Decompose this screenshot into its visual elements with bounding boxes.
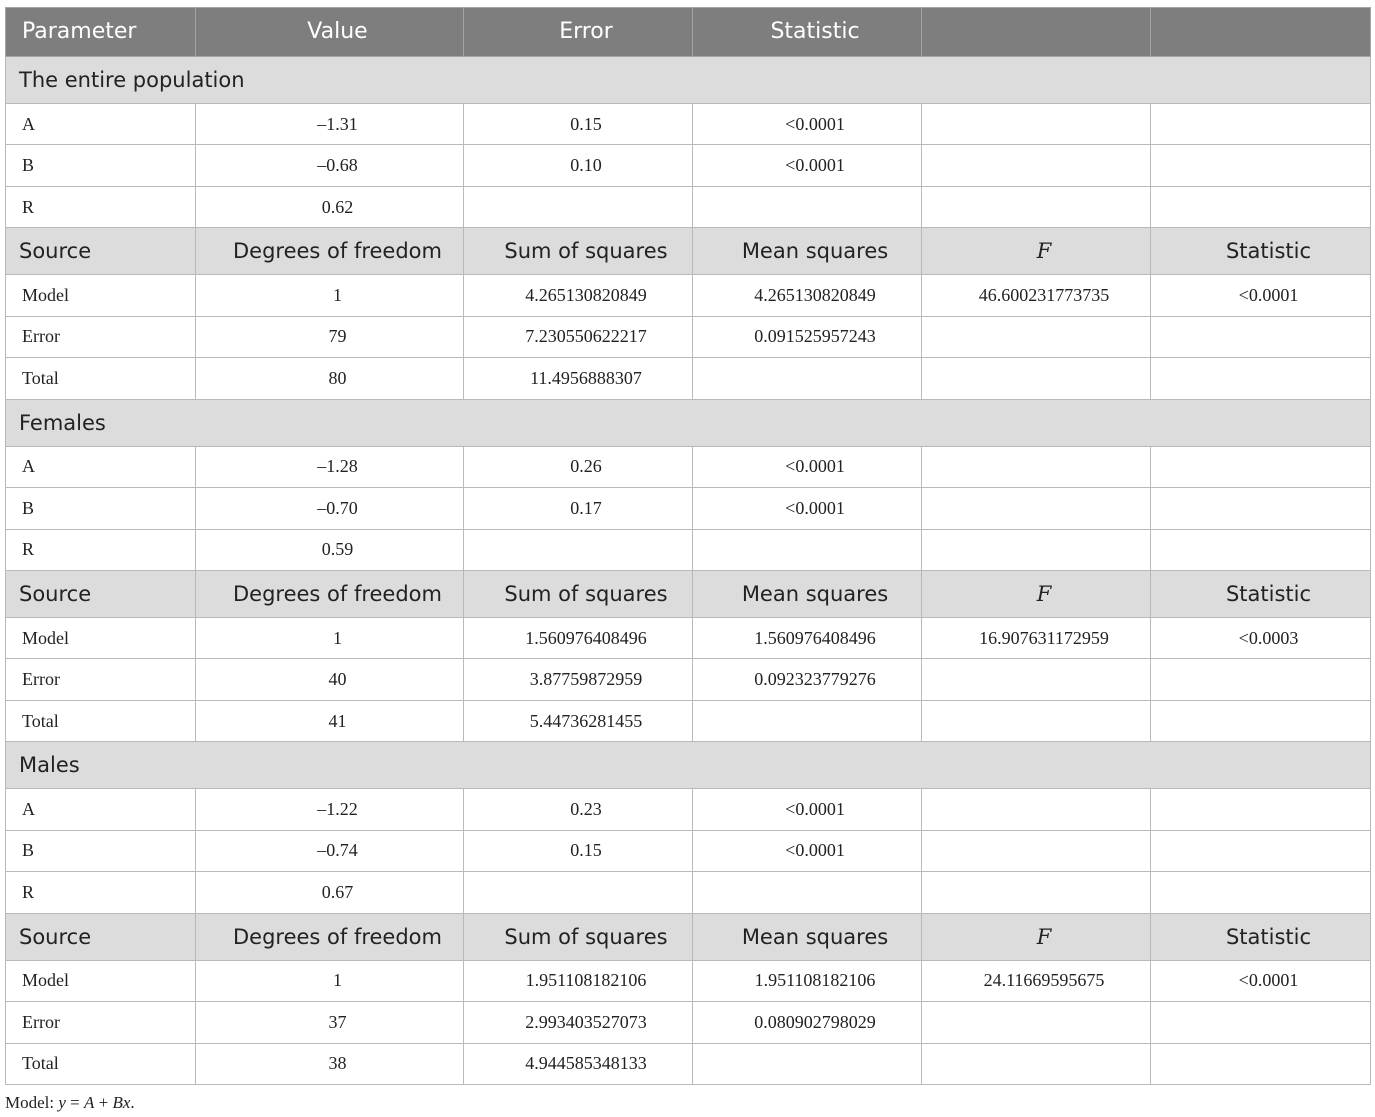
- anova-col1: Total: [6, 700, 196, 741]
- footnote-plus: +: [94, 1093, 113, 1112]
- parameter-row: [6, 872, 1371, 913]
- parameter-row: [6, 488, 1371, 529]
- anova-col2: 41: [196, 700, 464, 741]
- anova-col4: [693, 700, 922, 741]
- parameter-col3: 0.10: [464, 145, 693, 186]
- anova-col5: [922, 316, 1151, 357]
- anova-header-col5: F: [922, 913, 1151, 960]
- column-header-blank-6: [1151, 8, 1371, 57]
- anova-col1: Total: [6, 358, 196, 399]
- footnote-bx: Bx: [112, 1093, 131, 1112]
- anova-col5: 16.907631172959: [922, 618, 1151, 659]
- anova-col3: 4.265130820849: [464, 275, 693, 316]
- anova-col3: 1.560976408496: [464, 618, 693, 659]
- anova-header-col3: Sum of squares: [464, 913, 693, 960]
- parameter-col1: A: [6, 789, 196, 830]
- empty-cell: [1151, 446, 1371, 487]
- anova-col5: [922, 358, 1151, 399]
- anova-col2: 1: [196, 618, 464, 659]
- footnote-end: .: [130, 1093, 135, 1112]
- anova-col5: [922, 659, 1151, 700]
- anova-row: [6, 960, 1371, 1001]
- anova-col5: [922, 1043, 1151, 1085]
- parameter-col3: 0.26: [464, 446, 693, 487]
- anova-row: [6, 618, 1371, 659]
- parameter-col1: B: [6, 830, 196, 871]
- parameter-col4: <0.0001: [693, 104, 922, 145]
- anova-col2: 37: [196, 1002, 464, 1043]
- empty-cell: [922, 830, 1151, 871]
- parameter-col1: A: [6, 446, 196, 487]
- anova-col2: 1: [196, 960, 464, 1001]
- parameter-col4: <0.0001: [693, 789, 922, 830]
- empty-cell: [1151, 872, 1371, 913]
- anova-col5: [922, 1002, 1151, 1043]
- section-title: Males: [6, 742, 1371, 789]
- anova-col1: Model: [6, 275, 196, 316]
- anova-col4: 0.080902798029: [693, 1002, 922, 1043]
- anova-col4: 1.951108182106: [693, 960, 922, 1001]
- anova-header-row: [6, 570, 1371, 617]
- parameter-col2: –0.68: [196, 145, 464, 186]
- anova-header-row: [6, 228, 1371, 275]
- anova-col6: [1151, 358, 1371, 399]
- parameter-col4: <0.0001: [693, 145, 922, 186]
- table-header-row: [6, 8, 1371, 57]
- parameter-col2: –1.28: [196, 446, 464, 487]
- parameter-row: [6, 446, 1371, 487]
- anova-header-col6: Statistic: [1151, 913, 1371, 960]
- anova-col6: <0.0001: [1151, 275, 1371, 316]
- anova-col1: Error: [6, 1002, 196, 1043]
- anova-col5: 24.11669595675: [922, 960, 1151, 1001]
- empty-cell: [922, 789, 1151, 830]
- anova-col3: 1.951108182106: [464, 960, 693, 1001]
- anova-col6: [1151, 316, 1371, 357]
- parameter-col3: [464, 872, 693, 913]
- anova-row: [6, 659, 1371, 700]
- parameter-col4: [693, 529, 922, 570]
- anova-col1: Error: [6, 316, 196, 357]
- parameter-col1: R: [6, 186, 196, 227]
- anova-header-col5: F: [922, 228, 1151, 275]
- anova-col4: 0.091525957243: [693, 316, 922, 357]
- footnote-a: A: [84, 1093, 95, 1112]
- anova-header-col2: Degrees of freedom: [196, 913, 464, 960]
- anova-header-row: [6, 913, 1371, 960]
- anova-header-col4: Mean squares: [693, 228, 922, 275]
- anova-row: [6, 1002, 1371, 1043]
- anova-header-col1: Source: [6, 570, 196, 617]
- empty-cell: [922, 145, 1151, 186]
- anova-header-col3: Sum of squares: [464, 228, 693, 275]
- anova-col4: [693, 1043, 922, 1085]
- empty-cell: [922, 186, 1151, 227]
- parameter-col2: –1.22: [196, 789, 464, 830]
- section-title-row: [6, 742, 1371, 789]
- anova-col6: <0.0003: [1151, 618, 1371, 659]
- regression-table: [5, 7, 1371, 1085]
- footnote-prefix: Model:: [5, 1093, 59, 1112]
- parameter-col2: 0.67: [196, 872, 464, 913]
- parameter-col2: 0.59: [196, 529, 464, 570]
- anova-col3: 2.993403527073: [464, 1002, 693, 1043]
- parameter-col3: 0.15: [464, 830, 693, 871]
- parameter-col4: <0.0001: [693, 830, 922, 871]
- anova-col4: 4.265130820849: [693, 275, 922, 316]
- parameter-col2: –0.70: [196, 488, 464, 529]
- anova-col5: 46.600231773735: [922, 275, 1151, 316]
- table-body: [6, 8, 1371, 1085]
- section-title: The entire population: [6, 56, 1371, 103]
- parameter-col4: [693, 186, 922, 227]
- anova-col2: 80: [196, 358, 464, 399]
- anova-col1: Error: [6, 659, 196, 700]
- parameter-row: [6, 789, 1371, 830]
- anova-header-col2: Degrees of freedom: [196, 228, 464, 275]
- parameter-col2: –1.31: [196, 104, 464, 145]
- parameter-col3: 0.15: [464, 104, 693, 145]
- anova-col4: 1.560976408496: [693, 618, 922, 659]
- anova-col3: 5.44736281455: [464, 700, 693, 741]
- parameter-col1: B: [6, 488, 196, 529]
- parameter-row: [6, 529, 1371, 570]
- section-title-row: [6, 399, 1371, 446]
- footnote-y: y: [58, 1093, 66, 1112]
- column-header-parameter: Parameter: [6, 8, 196, 57]
- anova-header-col5: F: [922, 570, 1151, 617]
- empty-cell: [922, 872, 1151, 913]
- anova-col3: 11.4956888307: [464, 358, 693, 399]
- anova-header-col2: Degrees of freedom: [196, 570, 464, 617]
- anova-col4: 0.092323779276: [693, 659, 922, 700]
- column-header-blank-5: [922, 8, 1151, 57]
- column-header-value: Value: [196, 8, 464, 57]
- anova-row: [6, 275, 1371, 316]
- footnote-equals: =: [65, 1093, 84, 1112]
- anova-col6: <0.0001: [1151, 960, 1371, 1001]
- empty-cell: [1151, 186, 1371, 227]
- parameter-col4: [693, 872, 922, 913]
- parameter-col3: 0.17: [464, 488, 693, 529]
- empty-cell: [1151, 830, 1371, 871]
- anova-col2: 79: [196, 316, 464, 357]
- empty-cell: [922, 488, 1151, 529]
- parameter-col3: [464, 529, 693, 570]
- parameter-col3: [464, 186, 693, 227]
- empty-cell: [1151, 104, 1371, 145]
- anova-col2: 1: [196, 275, 464, 316]
- anova-col6: [1151, 1002, 1371, 1043]
- anova-header-col6: Statistic: [1151, 570, 1371, 617]
- parameter-col3: 0.23: [464, 789, 693, 830]
- empty-cell: [922, 446, 1151, 487]
- anova-col6: [1151, 700, 1371, 741]
- empty-cell: [922, 529, 1151, 570]
- anova-header-col4: Mean squares: [693, 913, 922, 960]
- anova-header-col1: Source: [6, 228, 196, 275]
- anova-row: [6, 700, 1371, 741]
- parameter-col1: R: [6, 872, 196, 913]
- anova-col4: [693, 358, 922, 399]
- column-header-statistic: Statistic: [693, 8, 922, 57]
- anova-row: [6, 1043, 1371, 1085]
- anova-header-col3: Sum of squares: [464, 570, 693, 617]
- parameter-col2: 0.62: [196, 186, 464, 227]
- column-header-error: Error: [464, 8, 693, 57]
- parameter-row: [6, 104, 1371, 145]
- anova-col6: [1151, 1043, 1371, 1085]
- parameter-col4: <0.0001: [693, 488, 922, 529]
- parameter-col1: R: [6, 529, 196, 570]
- section-title: Females: [6, 399, 1371, 446]
- parameter-col1: B: [6, 145, 196, 186]
- anova-col6: [1151, 659, 1371, 700]
- parameter-col2: –0.74: [196, 830, 464, 871]
- anova-header-col1: Source: [6, 913, 196, 960]
- empty-cell: [922, 104, 1151, 145]
- anova-col1: Model: [6, 960, 196, 1001]
- anova-col3: 7.230550622217: [464, 316, 693, 357]
- anova-col1: Model: [6, 618, 196, 659]
- empty-cell: [1151, 529, 1371, 570]
- anova-col5: [922, 700, 1151, 741]
- anova-col2: 38: [196, 1043, 464, 1085]
- anova-row: [6, 316, 1371, 357]
- parameter-col4: <0.0001: [693, 446, 922, 487]
- empty-cell: [1151, 789, 1371, 830]
- anova-col1: Total: [6, 1043, 196, 1085]
- anova-col2: 40: [196, 659, 464, 700]
- table-footnote: [5, 1093, 135, 1113]
- parameter-row: [6, 830, 1371, 871]
- empty-cell: [1151, 488, 1371, 529]
- anova-header-col4: Mean squares: [693, 570, 922, 617]
- section-title-row: [6, 56, 1371, 103]
- parameter-row: [6, 145, 1371, 186]
- anova-col3: 3.87759872959: [464, 659, 693, 700]
- empty-cell: [1151, 145, 1371, 186]
- parameter-col1: A: [6, 104, 196, 145]
- anova-row: [6, 358, 1371, 399]
- parameter-row: [6, 186, 1371, 227]
- anova-header-col6: Statistic: [1151, 228, 1371, 275]
- anova-col3: 4.944585348133: [464, 1043, 693, 1085]
